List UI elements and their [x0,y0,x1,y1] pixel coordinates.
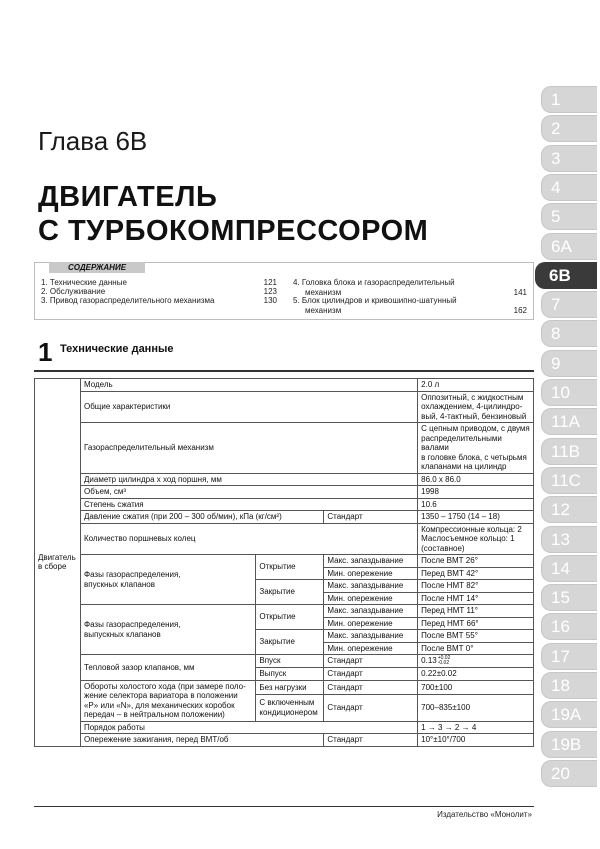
chapter-tab-label: 4 [551,177,561,197]
row-value: 10.6 [418,498,534,511]
row-label: Давление сжатия (при 200 – 300 об/мин), кПа (кг/см²) [80,511,323,524]
section-divider [34,370,534,372]
row-sublabel: Закрытие [256,580,324,605]
chapter-tab-18[interactable] [541,672,597,699]
row-sublabel: С включенным кондиционером [256,695,324,721]
row-sublabel: Закрытие [256,630,324,655]
publisher-footer: Издательство «Монолит» [437,810,532,819]
row-value: 0.22±0.02 [418,668,534,681]
toc-item[interactable]: 3. Привод газораспределительного механизма 130 [41,296,277,305]
row-label: Объем, см³ [80,486,417,499]
chapter-title-line-1: ДВИГАТЕЛЬ [38,181,218,213]
table-row [35,473,534,486]
row-value: После ВМТ 0° [418,642,534,655]
chapter-tab-label: 1 [551,90,561,109]
chapter-tab-label: 14 [551,558,570,578]
chapter-tab-label: 18 [551,676,570,695]
row-value: Компрессионные кольца: 2 Маслосъемное кольцо: 1 (составное) [418,523,534,555]
row-condition: Мин. опережение [324,642,418,655]
row-value: Перед ВМТ 42° [418,567,534,580]
chapter-tab-16[interactable] [541,613,597,640]
row-label: Модель [80,379,417,392]
row-label: Общие характеристики [80,391,417,423]
row-value: После ВМТ 55° [418,630,534,643]
row-condition: Стандарт [324,680,418,695]
row-sublabel: Выпуск [256,668,324,681]
chapter-tab-label: 19B [551,734,582,754]
chapter-tab-3[interactable] [541,145,597,172]
table-of-contents [34,262,534,320]
table-row [35,498,534,511]
table-row [35,555,534,568]
table-row [35,391,534,423]
table-row [35,486,534,499]
chapter-tab-19b[interactable] [541,731,597,758]
row-label: Обороты холостого хода (при замере поло- жение селектора вариатора в положении «P» или «N», для механических коробок передач – в нейтральном положении) [80,680,255,721]
chapter-tab-8[interactable] [541,320,597,347]
chapter-tab-label: 12 [551,500,570,520]
row-condition: Макс. запаздывание [324,580,418,593]
chapter-tab-7[interactable] [541,291,597,318]
chapter-tab-label: 6B [549,265,571,285]
row-value: 1350 – 1750 (14 – 18) [418,511,534,524]
chapter-tab-6b[interactable] [535,262,597,289]
row-label: Диаметр цилиндра x ход поршня, мм [80,473,417,486]
row-value: После НМТ 14° [418,592,534,605]
group-label: Двигатель в сборе [35,379,81,747]
chapter-tab-label: 2 [551,119,561,139]
row-sublabel: Впуск [256,655,324,668]
row-value: 1 → 3 → 2 → 4 [418,721,534,734]
chapter-tab-label: 8 [551,324,561,344]
section-title: Технические данные [60,343,174,355]
row-label: Фазы газораспределения, впускных клапанов [80,555,255,605]
row-condition: Макс. запаздывание [324,630,418,643]
row-label: Количество поршневых колец [80,523,417,555]
row-condition: Мин. опережение [324,592,418,605]
row-value: С цепным приводом, с двумя распределительными валами в головке блока, с четырьмя клапанами на цилиндр [418,423,534,474]
row-value: 2.0 л [418,379,534,392]
chapter-tab-20[interactable] [541,760,597,787]
chapter-tab-1[interactable] [541,86,597,113]
chapter-tab-13[interactable] [541,526,597,553]
chapter-tab-label: 19A [551,705,582,725]
chapter-tab-19a[interactable] [541,701,597,728]
row-value: 700–835±100 [418,695,534,721]
chapter-title-line-2: С ТУРБОКОМПРЕССОРОМ [38,215,429,247]
chapter-tab-label: 9 [551,353,561,373]
chapter-tab-label: 6A [551,236,572,256]
chapter-tab-label: 5 [551,207,561,227]
row-condition: Мин. опережение [324,567,418,580]
chapter-tab-label: 11B [551,441,580,461]
toc-item[interactable]: 5. Блок цилиндров и кривошипно-шатунный механизм 162 [293,296,527,315]
toc-item[interactable]: 4. Головка блока и газораспределительный механизм 141 [293,278,527,297]
row-condition: Макс. запаздывание [324,605,418,618]
row-value: Оппозитный, с жидкостным охлаждением, 4-цилиндро- вый, 4-тактный, бензиновый [418,391,534,423]
chapter-tab-10[interactable] [541,379,597,406]
row-sublabel: Открытие [256,605,324,630]
row-value: 10°±10°/700 [418,734,534,747]
row-condition: Макс. запаздывание [324,555,418,568]
chapter-tab-label: 15 [551,588,570,608]
row-value: Перед НМТ 11° [418,605,534,618]
row-label: Порядок работы [80,721,417,734]
row-condition: Мин. опережение [324,617,418,630]
chapter-tab-9[interactable] [541,350,597,377]
row-label: Фазы газораспределения, выпускных клапанов [80,605,255,655]
chapter-tab-17[interactable] [541,643,597,670]
chapter-tab-4[interactable] [541,174,597,201]
chapter-label: Глава 6B [38,126,148,156]
row-value: 1998 [418,486,534,499]
footer-divider [34,806,534,807]
row-condition: Стандарт [324,695,418,721]
chapter-tab-11b[interactable] [541,438,597,465]
chapter-tab-6a[interactable] [541,233,597,260]
chapter-tab-label: 7 [551,295,561,315]
chapter-tab-label: 11C [551,470,581,490]
chapter-tab-label: 17 [551,646,570,666]
chapter-tab-14[interactable] [541,555,597,582]
row-value: 86.0 x 86.0 [418,473,534,486]
table-row [35,721,534,734]
row-condition: Стандарт [324,734,418,747]
row-condition: Стандарт [324,511,418,524]
toc-item[interactable]: 2. Обслуживание 123 [41,287,277,296]
row-label: Тепловой зазор клапанов, мм [80,655,255,681]
table-row [35,680,534,695]
row-label: Опережение зажигания, перед ВМТ/об [80,734,323,747]
row-condition: Стандарт [324,668,418,681]
row-value: После НМТ 82° [418,580,534,593]
chapter-tab-label: 16 [551,617,570,637]
section-number: 1 [38,337,53,367]
table-row [35,523,534,555]
row-label: Степень сжатия [80,498,417,511]
chapter-tab-5[interactable] [541,203,597,230]
table-row [35,734,534,747]
chapter-tab-label: 20 [551,763,570,783]
row-label: Газораспределительный механизм [80,423,417,474]
chapter-tab-label: 13 [551,529,570,549]
chapter-tab-11c[interactable] [541,467,597,494]
row-sublabel: Открытие [256,555,324,580]
chapter-tab-11a[interactable] [541,408,597,435]
chapter-tab-label: 11A [551,412,580,432]
chapter-tab-15[interactable] [541,584,597,611]
toc-heading: СОДЕРЖАНИЕ [49,262,145,273]
row-value: 0.13+0.02 -0.02 [418,655,534,668]
row-condition: Стандарт [324,655,418,668]
row-value: 700±100 [418,680,534,695]
chapter-tab-label: 10 [551,383,570,402]
table-row [35,655,534,668]
row-sublabel: Без нагрузки [256,680,324,695]
chapter-tab-2[interactable] [541,115,597,142]
toc-item[interactable]: 1. Технические данные 121 [41,278,277,287]
chapter-tab-label: 3 [551,148,561,168]
chapter-tab-12[interactable] [541,496,597,523]
chapter-title [38,180,428,248]
table-row [35,379,534,392]
table-row [35,423,534,474]
row-value: После ВМТ 26° [418,555,534,568]
spec-table [34,378,534,747]
table-row [35,605,534,618]
row-value: Перед НМТ 66° [418,617,534,630]
table-row [35,511,534,524]
